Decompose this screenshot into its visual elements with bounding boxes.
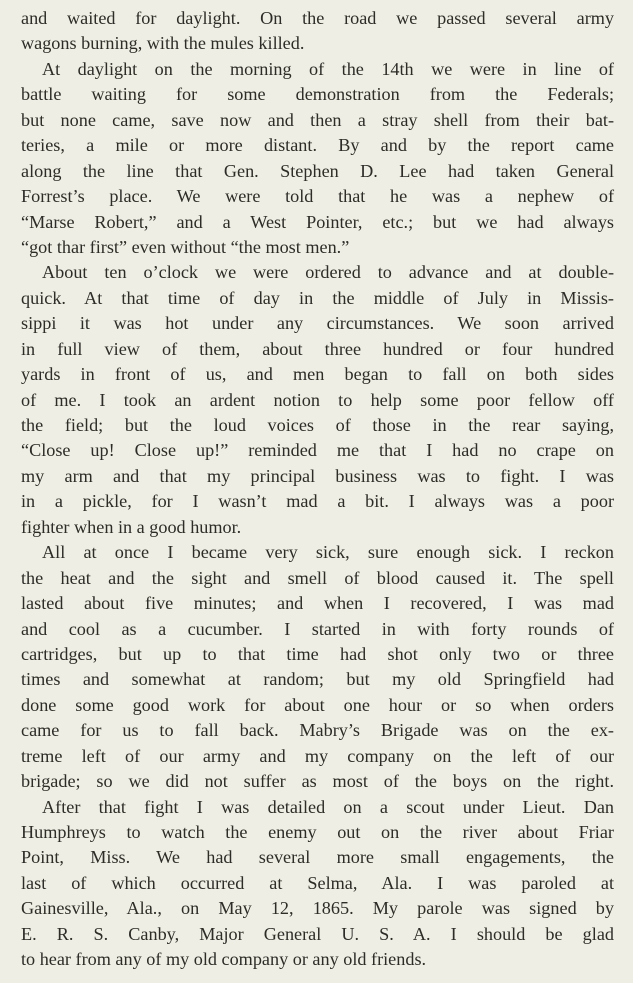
text-line: the field; but the loud voices of those in the rear saying, (21, 415, 614, 435)
text-line: the heat and the sight and smell of blood caused it. The spell (21, 567, 614, 588)
text-line: came for us to fall back. Mabry’s Brigade was on the ex- (21, 720, 614, 741)
text-line: teries, a mile or more distant. By and by the report came (21, 135, 614, 156)
text-line: yards in front of us, and men began to fall on both sides (21, 364, 614, 385)
text-line: and cool as a cucumber. I started in with forty rounds of (21, 618, 614, 639)
text-line: brigade; so we did not suffer as most of the boys on the right. (21, 771, 614, 792)
text-line: About ten o’clock we were ordered to advance and at double- (42, 262, 614, 283)
text-line: After that fight I was detailed on a scout under Lieut. Dan (42, 796, 614, 817)
text-line: “Marse Robert,” and a West Pointer, etc.; but we had always (21, 211, 614, 232)
text-line: to hear from any of my old company or any old friends. (21, 949, 427, 970)
text-line: fighter when in a good humor. (21, 516, 242, 537)
text-line: lasted about five minutes; and when I recovered, I was mad (21, 593, 614, 614)
text-line: and waited for daylight. On the road we passed several army (21, 8, 614, 28)
text-line: All at once I became very sick, sure enough sick. I reckon (42, 542, 614, 563)
text-line: in full view of them, about three hundred or four hundred (21, 338, 614, 359)
text-line: At daylight on the morning of the 14th we were in line of (42, 58, 614, 79)
text-line: treme left of our army and my company on the left of our (21, 745, 614, 766)
text-line: of me. I took an ardent notion to help some poor fellow off (21, 389, 614, 410)
text-line: last of which occurred at Selma, Ala. I was paroled at (21, 872, 614, 893)
text-line: times and somewhat at random; but my old Springfield had (21, 669, 614, 690)
text-line: in a pickle, for I wasn’t mad a bit. I always was a poor (21, 491, 614, 512)
text-line: done some good work for about one hour or so when orders (21, 694, 614, 715)
text-line: along the line that Gen. Stephen D. Lee had taken General (21, 160, 614, 181)
text-line: Point, Miss. We had several more small engagements, the (21, 847, 614, 868)
body-text (21, 6, 614, 973)
text-line: “got thar first” even without “the most men.” (21, 236, 350, 257)
text-line: Forrest’s place. We were told that he was a nephew of (21, 186, 614, 207)
text-line: cartridges, but up to that time had shot only two or three (21, 643, 614, 664)
text-line: Humphreys to watch the enemy out on the river about Friar (21, 822, 614, 842)
text-line: Gainesville, Ala., on May 12, 1865. My parole was signed by (21, 898, 614, 919)
text-line: battle waiting for some demonstration from the Federals; (21, 84, 614, 105)
text-line: sippi it was hot under any circumstances. We soon arrived (21, 313, 614, 334)
text-line: quick. At that time of day in the middle of July in Missis- (21, 287, 614, 308)
text-line: my arm and that my principal business was to fight. I was (21, 465, 614, 486)
text-line: but none came, save now and then a stray shell from their bat- (21, 109, 614, 130)
text-line: “Close up! Close up!” reminded me that I had no crape on (21, 440, 614, 461)
text-line: wagons burning, with the mules killed. (21, 33, 305, 54)
text-line: E. R. S. Canby, Major General U. S. A. I should be glad (21, 923, 614, 944)
